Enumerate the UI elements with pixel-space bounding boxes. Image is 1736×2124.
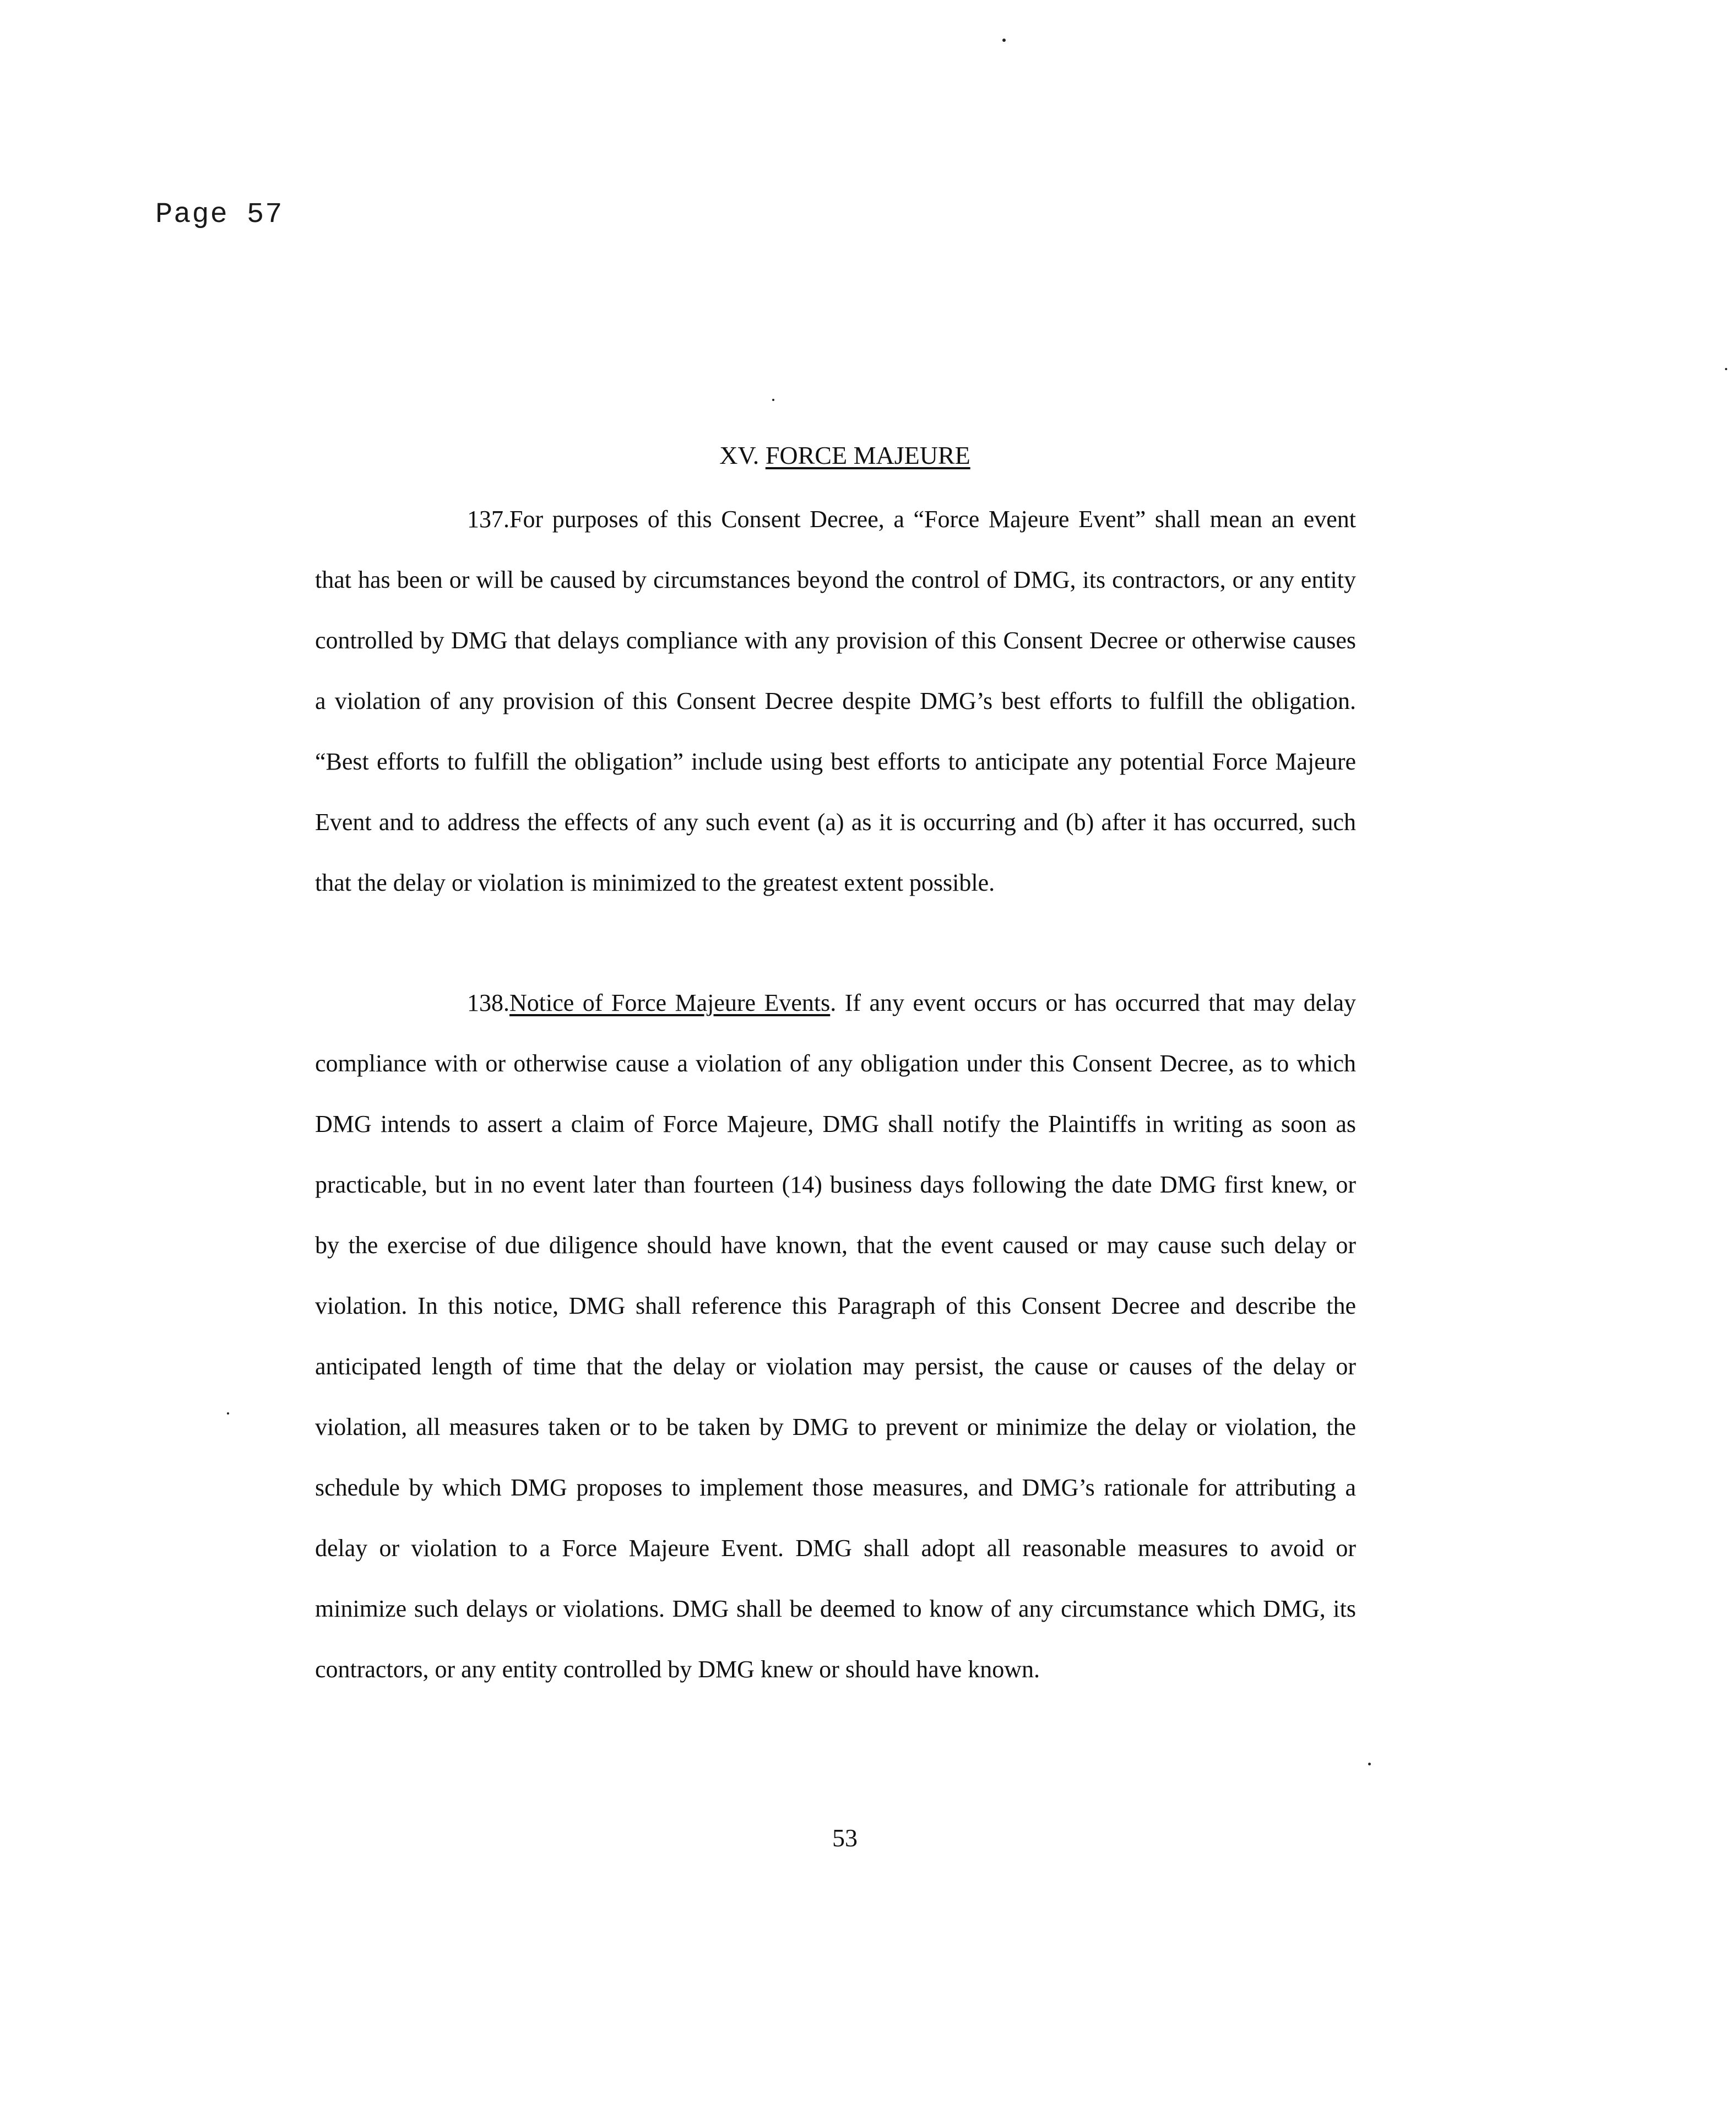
paragraph-137 xyxy=(315,489,1356,913)
page-number: 53 xyxy=(832,1824,858,1852)
paragraph-text: . If any event occurs or has occurred that may delay compliance with or otherwise cause a violation of any obligation under this Consent Decree, as to which DMG intends to assert a claim of Force Majeure, DMG shall notify the Plaintiffs in writing as soon as practicable, but in no event later than fourteen (14) business days following the date DMG first knew, or by the exercise of due diligence should have known, that the event caused or may cause such delay or violation. In this notice, DMG shall reference this Paragraph of this Consent Decree and describe the anticipated length of time that the delay or violation may persist, the cause or causes of the delay or violation, all measures taken or to be taken by DMG to prevent or minimize the delay or violation, the schedule by which DMG proposes to implement those measures, and DMG’s rationale for attributing a delay or violation to a Force Majeure Event. DMG shall adopt all reasonable measures to avoid or minimize such delays or violations. DMG shall be deemed to know of any circumstance which DMG, its contractors, or any entity controlled by DMG knew or should have known. xyxy=(315,989,1356,1683)
paragraph-subheading: Notice of Force Majeure Events xyxy=(509,989,831,1016)
section-number: XV. xyxy=(719,441,760,469)
scan-speck xyxy=(1002,39,1006,42)
scan-speck xyxy=(1725,368,1727,370)
paragraph-text: For purposes of this Consent Decree, a “Force Majeure Event” shall mean an event that has been or will be caused by circumstances beyond the control of DMG, its contractors, or any entity controlled by DMG that delays compliance with any provision of this Consent Decree or otherwise causes a violation of any provision of this Consent Decree despite DMG’s best efforts to fulfill the obligation. “Best efforts to fulfill the obligation” include using best efforts to anticipate any potential Force Majeure Event and to address the effects of any such event (a) as it is occurring and (b) after it has occurred, such that the delay or violation is minimized to the greatest extent possible. xyxy=(315,506,1356,896)
paragraph-number: 137. xyxy=(467,506,509,533)
scan-speck xyxy=(227,1412,229,1415)
page-header-label: Page 57 xyxy=(155,198,284,231)
section-title: FORCE MAJEURE xyxy=(765,441,970,469)
scan-speck xyxy=(772,399,774,401)
paragraph-number: 138. xyxy=(467,989,509,1016)
scan-speck xyxy=(1368,1763,1371,1765)
section-heading xyxy=(0,441,1690,470)
paragraph-138 xyxy=(315,973,1356,1700)
